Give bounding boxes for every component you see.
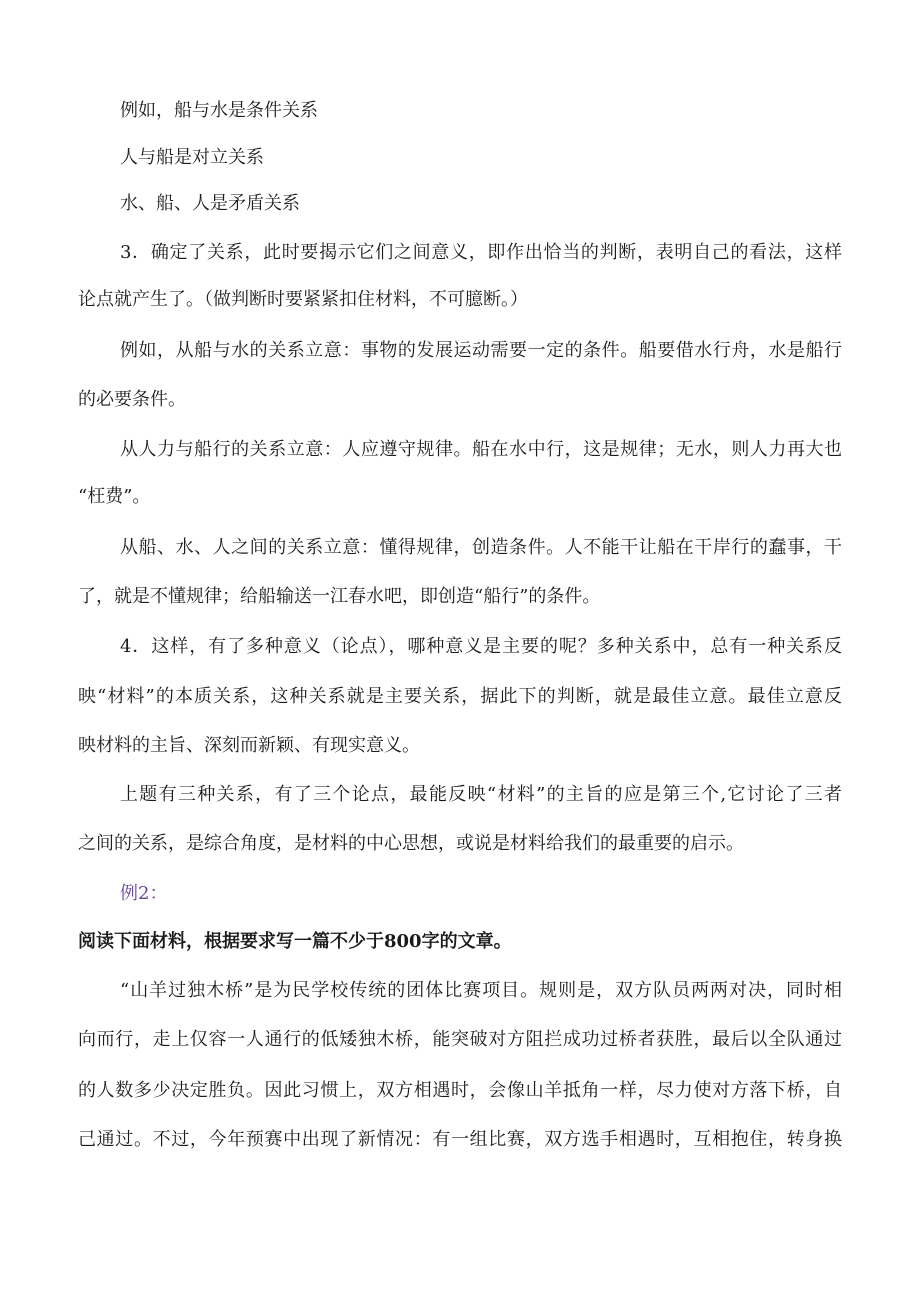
text-line: 向而行，走上仅容一人通行的低矮独木桥，能突破对方阻拦成功过桥者获胜，最后以全队通过 (78, 1029, 842, 1050)
text-line: 从人力与船行的关系立意：人应遵守规律。船在水中行，这是规律；无水，则人力再大也 (120, 439, 842, 460)
text-line: “山羊过独木桥”是为民学校传统的团体比赛项目。规则是，双方队员两两对决，同时相 (120, 980, 842, 1001)
text-line: 映“材料”的本质关系，这种关系就是主要关系，据此下的判断，就是最佳立意。最佳立意反 (78, 686, 842, 707)
text-line: “枉费”。 (78, 486, 151, 507)
text-line: 上题有三种关系，有了三个论点，最能反映“材料”的主旨的应是第三个,它讨论了三者 (120, 784, 842, 805)
text-line: 4．这样，有了多种意义（论点），哪种意义是主要的呢？多种关系中，总有一种关系反 (120, 636, 842, 657)
text-line: 从船、水、人之间的关系立意：懂得规律，创造条件。人不能干让船在干岸行的蠢事，干 (120, 537, 842, 558)
text-line: 论点就产生了。（做判断时要紧紧扣住材料，不可臆断。） (78, 289, 528, 310)
text-line: 人与船是对立关系 (120, 147, 264, 168)
text-line: 例如，船与水是条件关系 (120, 100, 318, 121)
text-line: 之间的关系，是综合角度，是材料的中心思想，或说是材料给我们的最重要的启示。 (78, 833, 744, 854)
text-line: 的必要条件。 (78, 389, 186, 410)
task-prompt: 阅读下面材料，根据要求写一篇不少于800字的文章。 (78, 931, 512, 952)
text-line: 的人数多少决定胜负。因此习惯上，双方相遇时，会像山羊抵角一样，尽力使对方落下桥，自 (78, 1080, 842, 1101)
text-line: 例如，从船与水的关系立意：事物的发展运动需要一定的条件。船要借水行舟，水是船行 (120, 340, 842, 361)
text-line: 3．确定了关系，此时要揭示它们之间意义，即作出恰当的判断，表明自己的看法，这样 (120, 242, 842, 263)
example-heading: 例2： (120, 883, 168, 904)
text-line: 映材料的主旨、深刻而新颖、有现实意义。 (78, 735, 420, 756)
text-line: 水、船、人是矛盾关系 (120, 193, 300, 214)
text-line: 了，就是不懂规律；给船输送一江春水吧，即创造“船行”的条件。 (78, 586, 601, 607)
text-line: 己通过。不过，今年预赛中出现了新情况：有一组比赛，双方选手相遇时，互相抱住，转身换 (78, 1129, 842, 1150)
